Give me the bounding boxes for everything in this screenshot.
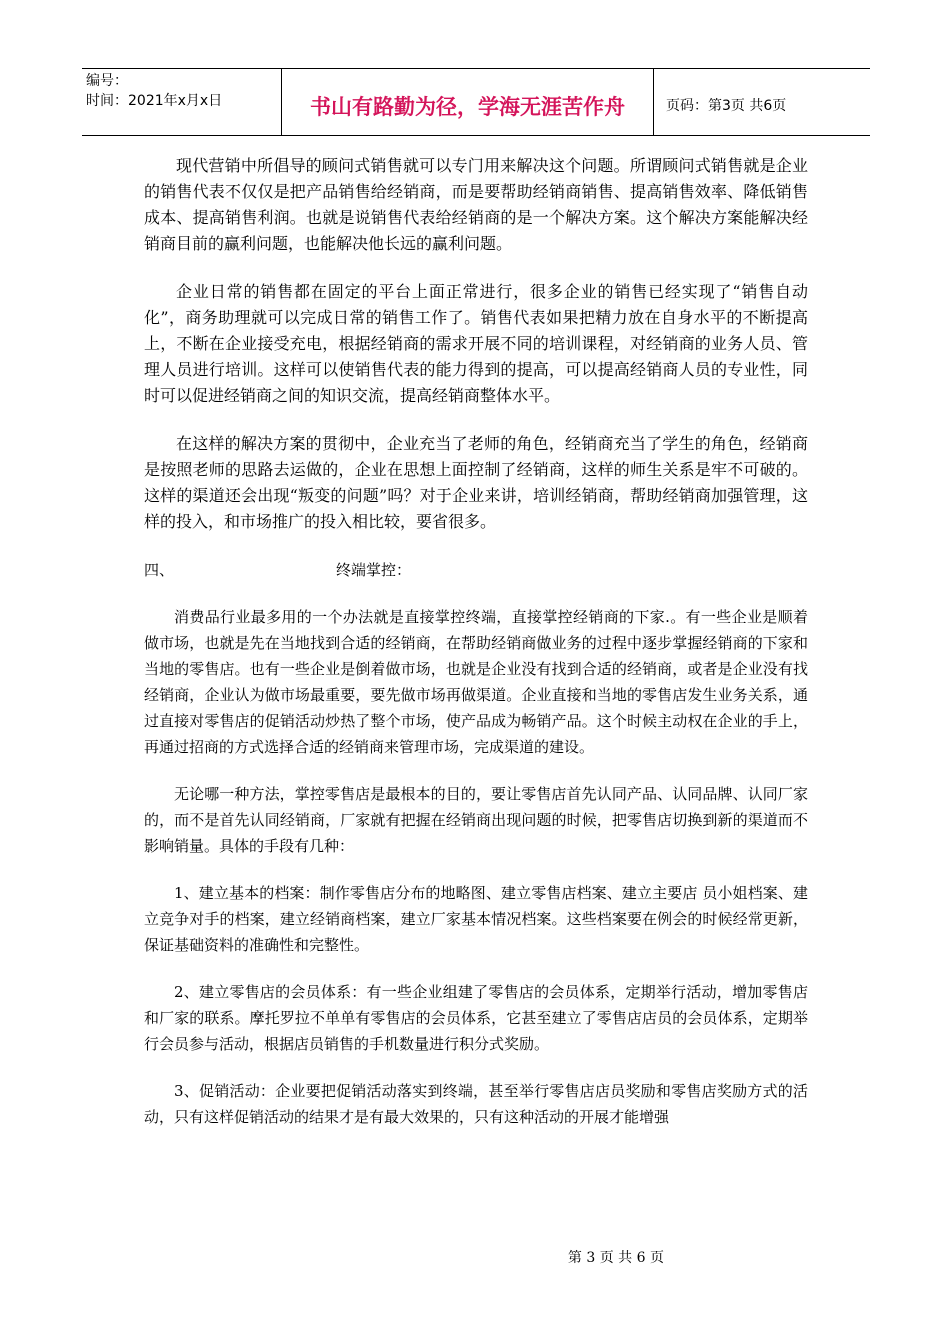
header-meta bbox=[82, 69, 282, 135]
header-motto: 书山有路勤为径，学海无涯苦作舟 bbox=[282, 69, 654, 135]
document-time-label: 时间：2021年x月x日 bbox=[86, 93, 223, 109]
section-paragraph: 消费品行业最多用的一个办法就是直接掌控终端，直接掌控经销商的下家.。有一些企业是顺着做市场，也就是先在当地找到合适的经销商，在帮助经销商做业务的过程中逐步掌握经销商的下家和当地的零售店。也有一些企业是倒着做市场，也就是企业没有找到合适的经销商，或者是企业没有找经销商，企业认为做市场最重要，要先做市场再做渠道。企业直接和当地的零售店发生业务关系，通过直接对零售店的促销活动炒热了整个市场，使产品成为畅销产品。这个时候主动权在企业的手上，再通过招商的方式选择合适的经销商来管理市场，完成渠道的建设。 bbox=[144, 608, 808, 756]
document-number-label: 编号： bbox=[86, 73, 128, 89]
section-paragraph: 2、建立零售店的会员体系：有一些企业组建了零售店的会员体系，定期举行活动，增加零售店和厂家的联系。摩托罗拉不单单有零售店的会员体系，它甚至建立了零售店店员的会员体系，定期举行会员参与活动，根据店员销售的手机数量进行积分式奖励。 bbox=[144, 983, 808, 1053]
body-paragraph: 企业日常的销售都在固定的平台上面正常进行，很多企业的销售已经实现了“销售自动化”，商务助理就可以完成日常的销售工作了。销售代表如果把精力放在自身水平的不断提高上，不断在企业接受充电，根据经销商的需求开展不同的培训课程，对经销商的业务人员、管理人员进行培训。这样可以使销售代表的能力得到的提高，可以提高经销商人员的专业性，同时可以促进经销商之间的知识交流，提高经销商整体水平。 bbox=[144, 282, 808, 405]
section-paragraph: 3、促销活动：企业要把促销活动落实到终端，甚至举行零售店店员奖励和零售店奖励方式的活动，只有这样促销活动的结果才是有最大效果的，只有这种活动的开展才能增强 bbox=[144, 1082, 808, 1126]
body-paragraph: 在这样的解决方案的贯彻中，企业充当了老师的角色，经销商充当了学生的角色，经销商是按照老师的思路去运做的，企业在思想上面控制了经销商，这样的师生关系是牢不可破的。这样的渠道还会出现“叛变的问题”吗？对于企业来讲，培训经销商，帮助经销商加强管理，这样的投入，和市场推广的投入相比较，要省很多。 bbox=[144, 434, 808, 531]
section-paragraph: 无论哪一种方法，掌控零售店是最根本的目的，要让零售店首先认同产品、认同品牌、认同厂家的，而不是首先认同经销商，厂家就有把握在经销商出现问题的时候，把零售店切换到新的渠道而不影响销量。具体的手段有几种： bbox=[144, 785, 808, 855]
page-header bbox=[82, 68, 870, 136]
section-number: 四、 bbox=[144, 561, 175, 579]
section-heading bbox=[144, 557, 808, 583]
document-body bbox=[144, 153, 808, 1151]
header-page-label: 页码：第3页 共6页 bbox=[666, 98, 787, 114]
section-title: 终端掌控： bbox=[336, 561, 412, 579]
section-paragraph: 1、建立基本的档案：制作零售店分布的地略图、建立零售店档案、建立主要店 员小姐档案、建立竞争对手的档案，建立经销商档案，建立厂家基本情况档案。这些档案要在例会的时候经常更新，保证基础资料的准确性和完整性。 bbox=[144, 884, 808, 954]
page-footer: 第 3 页 共 6 页 bbox=[567, 1250, 664, 1266]
body-paragraph: 现代营销中所倡导的顾问式销售就可以专门用来解决这个问题。所谓顾问式销售就是企业的销售代表不仅仅是把产品销售给经销商，而是要帮助经销商销售、提高销售效率、降低销售成本、提高销售利润。也就是说销售代表给经销商的是一个解决方案。这个解决方案能解决经销商目前的赢利问题，也能解决他长远的赢利问题。 bbox=[144, 156, 808, 253]
